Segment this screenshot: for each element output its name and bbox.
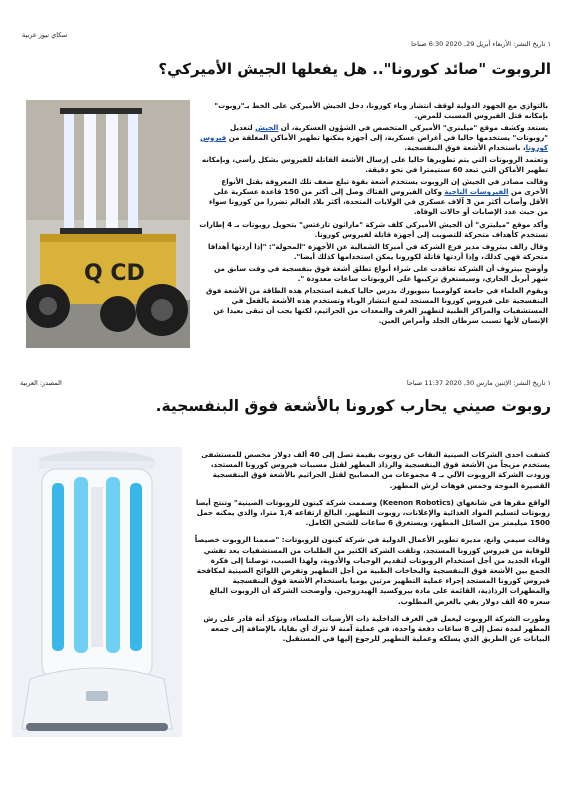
article2-pub-date: ١ تاريخ النشر: الإثنين مارس 30, 2020 11:37 صباحا <box>406 379 551 387</box>
article1-paragraph: وتعتمد الروبوتات التي يتم تطويرها حاليا على إرسال الأشعة القاتلة للفيروس بشكل رأسي، وبإمكانه تطهير الأماكن التي تبعد 60 سنتيمترا في نحو دقيقة. <box>201 155 548 175</box>
article1-paragraph: بالتوازي مع الجهود الدولية لوقف انتشار وباء كورونا، دخل الجيش الأميركي على الخط بـ"روبوت" بإمكانه قتل الفيروس المسبب للمرض. <box>214 101 548 121</box>
article2-paragraph: وقالت سيمي وانغ، مديرة تطوير الأعمال الدولية في شركة كينون للروبوتات: "صممنا الروبوت خصيصاً للوقاية من فيروس كورونا المستجد، وتلقت الشركة الكثير من الطلبات من المستشفيات بعد تفشي الوباء الجديد من أجل استخدام الروبوتات لتقديم الوجبات والأدوية، ولهذا السبب، توصلنا إلى فكرة الجمع بين الأشعة فوق البنفسجية والبخاخات الطبية من أجل التطهير وتفرض اللوائح الصينية لمكافحة فيروس كورونا المستجد إجراء عملية التطهير مرتين يوميا باستخدام الأشعة فوق البنفسجية والمطهرات الرذاذية، القائمة على مادة بيروكسيد الهيدروجين. وأوضحت الشركة أن الروبوت البالغ سعره 40 ألف دولار يفي بالغرض المطلوب. <box>194 535 550 606</box>
article1-title: الروبوت "صائد كورونا".. هل يفعلها الجيش الأميركي؟ <box>158 60 551 78</box>
article2-paragraph: كشفت احدى الشركات الصينية النقاب عن روبوت بقيمة تصل إلى 40 ألف دولار مخصص للمستشفى يستخدم مزيجاً من الأشعة فوق البنفسجية والرذاذ المطهر لقتل مسببات فيروس كورونا المستجد، وزودت الشركة الروبوت الآلي بـ 4 مجموعات من المصابيح لقتل الجراثيم بالأشعة فوق البنفسجية القصيرة الموجة وخمس فوهات لرش المطهر. <box>201 450 550 490</box>
article1-body <box>196 101 548 328</box>
article1-pub-date: ١ تاريخ النشر: الأربعاء أبريل 29, 2020 6:30 صباحا <box>411 40 551 48</box>
article1-paragraph: يستعد وكشف موقع "ميليتري" الأميركي المتخصص في الشؤون العسكرية، أن الجيش لتعديل "روبوتات" يستخدمها حاليا في أغراض عسكرية، إلى أجهزة يمكنها تطهير الأماكن المغلقة من فيروس كورونا، باستخدام الأشعة فوق البنفسجية. <box>200 123 548 153</box>
article1-paragraph: وأكد موقع "ميليتري" أن الجيش الأميركي كلف شركة "ماراثون تارغتس" بتحويل روبوتات بـ 4 إطارات تستخدم كأهداف متحركة للتصويب إلى أجهزة قاتلة لفيروس كورونا. <box>199 219 548 239</box>
article2-paragraph: الواقع مقرها في شانغهاي (Keenon Robotics) وصممت شركة كينون للروبوتات الصينية" وتنتج أيضا روبوتات لتسليم المواد الغذائية والإعلانات، روبوت التطهير. البالغ ارتفاعه 1,4 مترا، والذي يمكنه حمل 1500 ميليمتر من السائل المطهر، ويستغرق 6 ساعات للشحن الكامل. <box>195 497 550 528</box>
article2-paragraph: وطورت الشركة الروبوت ليعمل في الغرف الداخلية ذات الأرضيات الملساء، وتؤكد أنه قادر على رش المطهر لمدة تصل إلى 8 ساعات دفعة واحدة، في عملية آمنة لا تترك أي بقايا، بالإضافة إلى جمعه البيانات عن الطريق الذي يسلكه وعملية التطهير للرجوع إليها في المستقبل. <box>203 613 550 644</box>
inline-link[interactable]: الفيروسات التاجية <box>444 187 509 197</box>
source-label-top: سكاي نيوز عربية <box>22 31 68 39</box>
article2-robot-image <box>12 447 182 737</box>
robot-body-label: Q CD <box>84 261 145 286</box>
article1-robot-image <box>26 100 190 348</box>
article2-title: روبوت صيني يحارب كورونا بالأشعة فوق البنفسجية. <box>155 397 551 415</box>
robot-illustration <box>26 100 190 348</box>
article2-source: المصدر: العربية <box>20 379 62 387</box>
article1-paragraph: وقال رالف بيتروف مدير فرع الشركة في أميركا الشمالية عن الأجهزة "المحولة": "إذا أردتها أهدافا متحركة فهي كذلك، وإذا أردتها قاتلة لكورونا يمكن استخدامها كذلك أيضا". <box>207 241 548 261</box>
article2-body <box>194 450 550 651</box>
article1-paragraph: وأوضح بيتروف أن الشركة تعاقدت على شراء أنواع تطلق أشعة فوق بنفسجية في وقت سابق من شهر أبريل الجاري، وسيستغرق تركيبها على الروبوتات ساعات معدودة ". <box>214 263 548 283</box>
article1-paragraph: وقالت مصادر في الجيش إن الروبوت يستخدم أشعة بقوة تبلغ ضعف تلك المعروفة بقتل الأنواع الأخرى من الفيروسات التاجية وكان الفيروس الفتاك وصل إلى أكثر من 150 قاعدة عسكرية على الأقل وأصاب أكثر من 3 آلاف عسكري في الولايات المتحدة، أكثر بلاد العالم تضررا من كورونا سواء من حيث عدد الإصابات أو حالات الوفاة. <box>208 177 548 217</box>
article1-paragraph: ويقوم العلماء في جامعة كولومبيا بنيويورك بدرس حاليا كيفية استخدام هذه الطاقة من الأشعة فوق البنفسجية على فيروس كورونا المستجد لمنع انتشار الوباء وتستخدم هذه الأشعة بالفعل في المستشفيات والمراكز الطبية لتطهير الغرف والمعدات من الجراثيم، لكنها يجب أن تبقى بعيدا عن الإنسان لأنها تسبب سرطان الجلد وأمراض العين. <box>206 285 548 325</box>
inline-link[interactable]: الجيش <box>255 123 279 133</box>
uv-robot-illustration <box>12 447 182 737</box>
inline-link[interactable]: فيروس كورونا <box>200 133 548 153</box>
